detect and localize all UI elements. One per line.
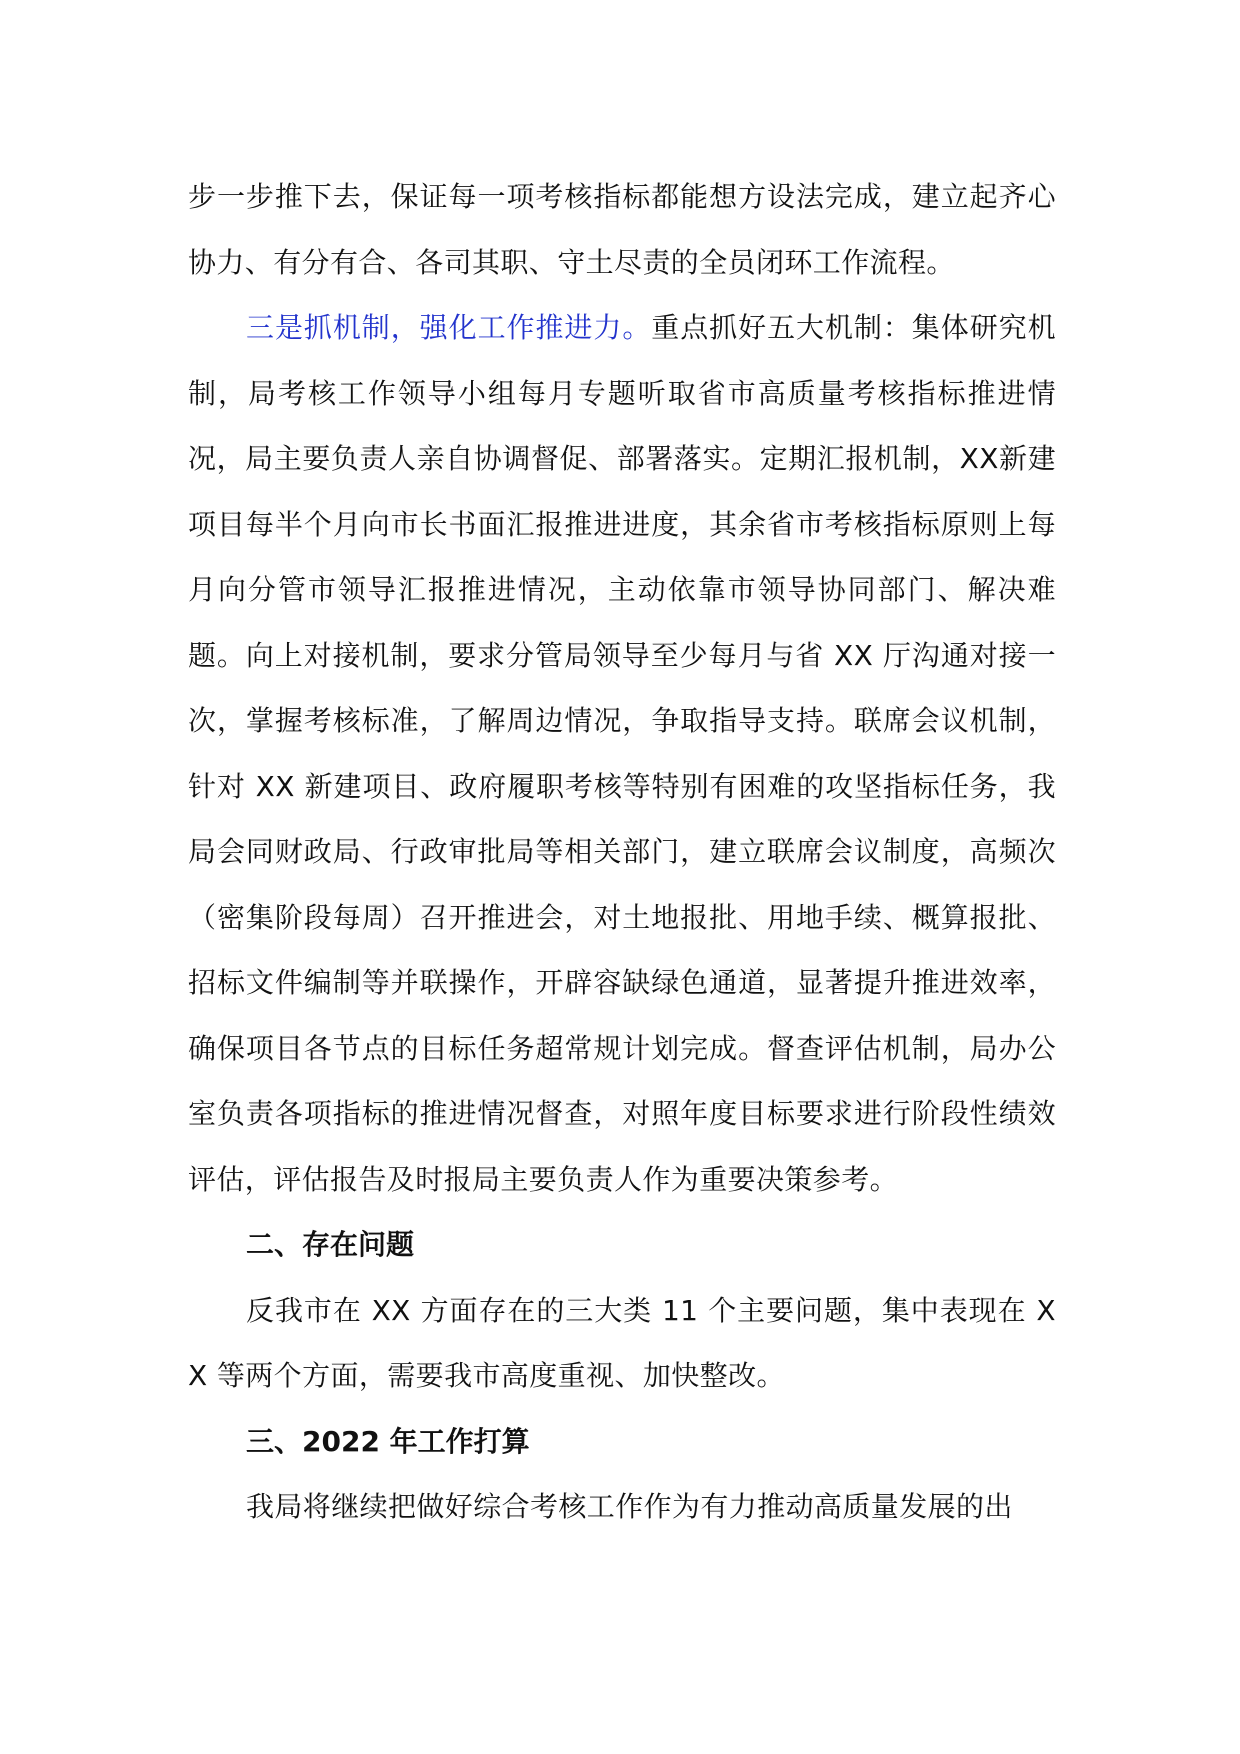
paragraph-lead-mechanisms: 三是抓机制，强化工作推进力。: [246, 311, 652, 344]
paragraph-closed-loop-workflow: 步一步推下去，保证每一项考核指标都能想方设法完成，建立起齐心协力、有分有合、各司其职、守土尽责的全员闭环工作流程。: [188, 180, 1056, 279]
paragraph-2022-plan: 我局将继续把做好综合考核工作作为有力推动高质量发展的出: [246, 1490, 1013, 1523]
paragraph-body-mechanisms: 重点抓好五大机制：集体研究机制，局考核工作领导小组每月专题听取省市高质量考核指标推进情况，局主要负责人亲自协调督促、部署落实。定期汇报机制，XX新建项目每半个月向市长书面汇报推进进度，其余省市考核指标原则上每月向分管市领导汇报推进情况，主动依靠市领导协同部门、解决难题。向上对接机制，要求分管局领导至少每月与省 XX 厅沟通对接一次，掌握考核标准，了解周边情况，争取指导支持。联席会议机制，针对 XX 新建项目、政府履职考核等特别有困难的攻坚指标任务，我局会同财政局、行政审批局等相关部门，建立联席会议制度，高频次（密集阶段每周）召开推进会，对土地报批、用地手续、概算报批、招标文件编制等并联操作，开辟容缺绿色通道，显著提升推进效率，确保项目各节点的目标任务超常规计划完成。督查评估机制，局办公室负责各项指标的推进情况督查，对照年度目标要求进行阶段性绩效评估，评估报告及时报局主要负责人作为重要决策参考。: [188, 311, 1056, 1196]
paragraph-problems: 反我市在 XX 方面存在的三大类 11 个主要问题，集中表现在 XX 等两个方面，需要我市高度重视、加快整改。: [188, 1293, 1056, 1392]
paragraph-mechanisms: [188, 295, 1056, 1212]
section-heading-2022-plan: 三、2022 年工作打算: [246, 1424, 530, 1458]
section-heading-problems: 二、存在问题: [246, 1228, 415, 1261]
document-body: [188, 164, 1056, 1540]
